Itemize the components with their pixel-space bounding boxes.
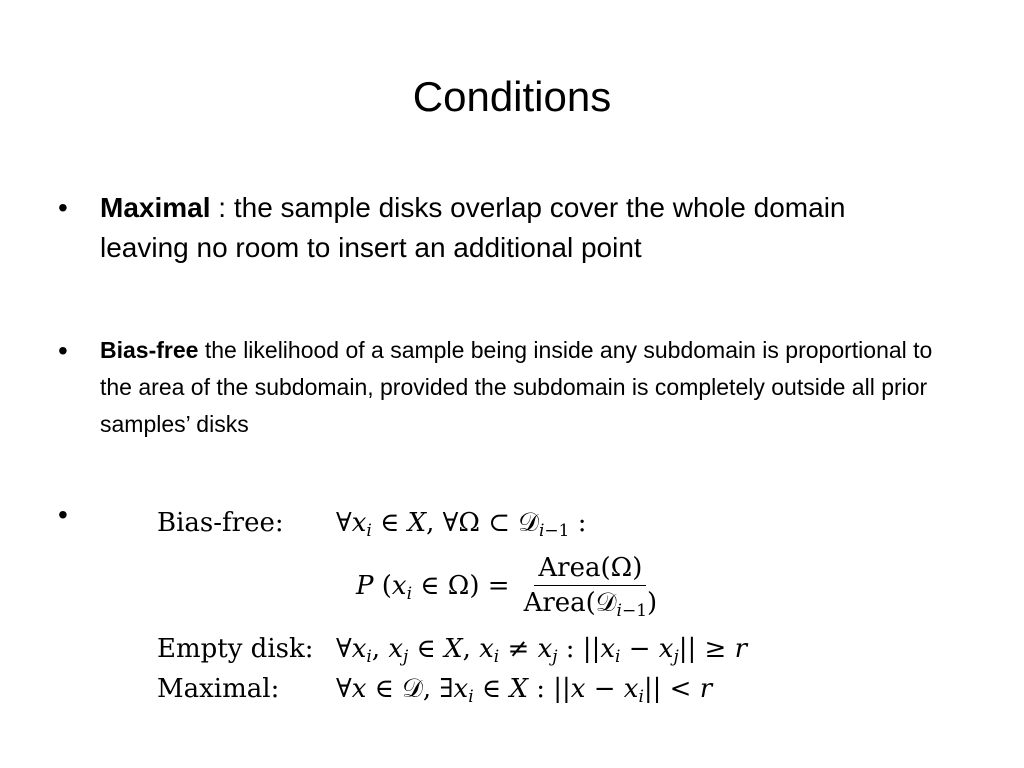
bias-free-label: Bias-free: [157,508,284,538]
bullet-keyword: Maximal [100,192,211,223]
empty-disk-label: Empty disk: [157,634,314,664]
maximal-formula: ∀x ∈ 𝒟, $\exists x_i$ ∈ X : $||x - x_i|| < r$ [336,674,713,707]
probability-formula: P ($x_i$ ∈ Ω) = $\frac{\text{Area(Ω)}}{Area(𝒟_{i-1})}$ [356,553,661,618]
bullet-text: : the sample disks overlap cover the whole domain leaving no room to insert an additional point [100,192,846,263]
bullet-dot: • [58,192,68,223]
page-title: Conditions [412,73,612,120]
bullet-dot: • [58,499,68,530]
area-fraction [520,553,662,621]
maximal-label: Maximal: [157,674,280,704]
fraction-numerator: Area(Ω) [534,553,646,586]
bullet-text: the likelihood of a sample being inside any subdomain is proportional to the area of the subdomain, provided the subdomain is completely outside all prior samples’ disks [100,337,933,437]
fraction-denominator: Area(𝒟$_{i-1}$) [523,588,658,621]
bullet-dot: • [58,335,68,366]
bias-free-formula: $\forall x_i$ ∈ X, ∀Ω ⊂ 𝒟$_{i-1}$ : [336,508,587,541]
empty-disk-formula: $\forall x_i$, $x_j$ ∈ X, $x_i \ne x_j$ : $||x_i - x_j|| \ge r$ [336,634,747,667]
bullet-keyword: Bias-free [100,337,199,363]
